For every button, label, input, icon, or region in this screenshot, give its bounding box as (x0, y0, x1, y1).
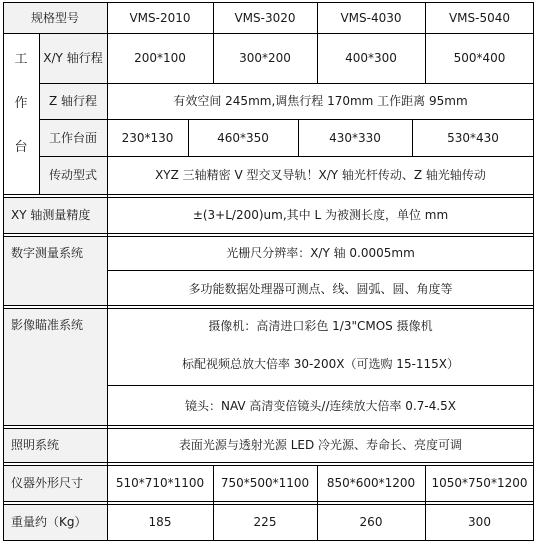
rule-v-surface-3 (412, 119, 413, 156)
model-vms-5040: VMS-5040 (448, 10, 511, 25)
rule-h-xy-bottom (39, 83, 534, 84)
dimensions-5040: 1050*750*1200 (431, 476, 528, 490)
rule-h-group-bottom-a (3, 194, 534, 195)
rule-v-col4-bottom (425, 465, 426, 541)
rule-h-surface-bottom (39, 156, 534, 157)
xy-travel-3020: 300*200 (239, 51, 291, 65)
transmission-label: 传动型式 (39, 156, 107, 194)
rule-h-accuracy-bottom-b (3, 236, 534, 237)
rule-v-surface-2 (298, 119, 299, 156)
rule-h-bottom (3, 540, 534, 541)
weight-4030: 260 (359, 515, 383, 529)
header-spec-label: 规格型号 (3, 2, 107, 33)
rule-v-surface-1 (188, 119, 189, 156)
model-vms-2010: VMS-2010 (129, 10, 191, 25)
rule-h-digital-mid (107, 270, 534, 271)
dimensions-2010: 510*710*1100 (115, 476, 205, 490)
digital-system-line1: 光栅尺分辨率：X/Y 轴 0.0005mm (226, 246, 415, 260)
model-vms-3020: VMS-3020 (234, 10, 296, 25)
table-surface-4030: 430*330 (329, 130, 381, 145)
rule-v-col3-top (317, 2, 318, 83)
lighting-value: 表面光源与透射光源 LED 冷光源、寿命长、亮度可调 (178, 438, 463, 452)
imaging-system-label: 影像瞄准系统 (3, 308, 107, 426)
digital-system-label: 数字测量系统 (3, 236, 107, 306)
imaging-system-line2: 标配视频总放大倍率 30-200X（可选购 15-115X） (181, 357, 460, 371)
rule-v-col4-top (425, 2, 426, 83)
table-surface-5040: 530*430 (447, 130, 499, 145)
xy-travel-label: X/Y 轴行程 (39, 33, 107, 83)
weight-5040: 300 (468, 515, 491, 529)
rule-v-col2-top (213, 2, 214, 83)
table-surface-3020: 460*350 (217, 130, 269, 145)
xy-travel-4030: 400*300 (345, 51, 397, 65)
rule-h-group-bottom-b (3, 197, 534, 198)
rule-h-imaging-bottom-a (3, 425, 534, 426)
imaging-system-line1: 摄像机：高清进口彩色 1/3"CMOS 摄像机 (208, 319, 433, 333)
rule-v-right (533, 2, 534, 541)
model-vms-4030: VMS-4030 (340, 10, 402, 25)
z-travel-value: 有效空间 245mm,调焦行程 170mm 工作距离 95mm (173, 94, 468, 108)
rule-v-col3-bottom (317, 465, 318, 541)
rule-h-header-bottom (3, 33, 534, 34)
dimensions-label: 仪器外形尺寸 (3, 465, 107, 501)
weight-3020: 225 (253, 515, 277, 529)
rule-h-top (3, 2, 534, 3)
xy-travel-5040: 500*400 (453, 51, 506, 65)
rule-h-imaging-bottom-b (3, 428, 534, 429)
rule-h-dimensions-bottom-a (3, 501, 534, 502)
z-travel-label: Z 轴行程 (39, 83, 107, 119)
rule-h-digital-bottom-a (3, 305, 534, 306)
rule-h-accuracy-bottom-a (3, 233, 534, 234)
weight-label: 重量约（Kg） (3, 504, 107, 540)
transmission-value: XYZ 三轴精密 V 型交叉导轨！X/Y 轴光杆传动、Z 轴光轴传动 (155, 168, 486, 182)
rule-h-digital-bottom-b (3, 308, 534, 309)
weight-2010: 185 (148, 515, 172, 529)
rule-h-lighting-bottom-b (3, 465, 534, 466)
rule-h-lighting-bottom-a (3, 462, 534, 463)
rule-v-group (39, 33, 40, 194)
rule-h-z-bottom (39, 119, 534, 120)
rule-h-imaging-mid (107, 385, 534, 386)
rule-v-label (107, 2, 108, 541)
rule-v-col2-bottom (213, 465, 214, 541)
dimensions-3020: 750*500*1100 (220, 476, 310, 490)
worktable-group-char-1: 工 (14, 52, 28, 67)
digital-system-line2: 多功能数据处理器可测点、线、圆弧、圆、角度等 (188, 282, 453, 296)
lighting-label: 照明系统 (3, 428, 107, 462)
table-surface-2010: 230*130 (121, 130, 174, 145)
table-surface-label: 工作台面 (39, 119, 107, 156)
dimensions-4030: 850*600*1200 (326, 476, 416, 490)
worktable-group-char-3: 台 (14, 140, 28, 155)
worktable-group-char-2: 作 (14, 96, 28, 111)
rule-h-dimensions-bottom-b (3, 504, 534, 505)
xy-accuracy-value: ±(3+L/200)um,其中 L 为被测长度，单位 mm (192, 208, 449, 222)
rule-v-left (3, 2, 4, 541)
xy-accuracy-label: XY 轴测量精度 (3, 197, 107, 233)
xy-travel-2010: 200*100 (134, 51, 186, 65)
imaging-system-line3: 镜头：NAV 高清变倍镜头//连续放大倍率 0.7-4.5X (184, 399, 457, 413)
